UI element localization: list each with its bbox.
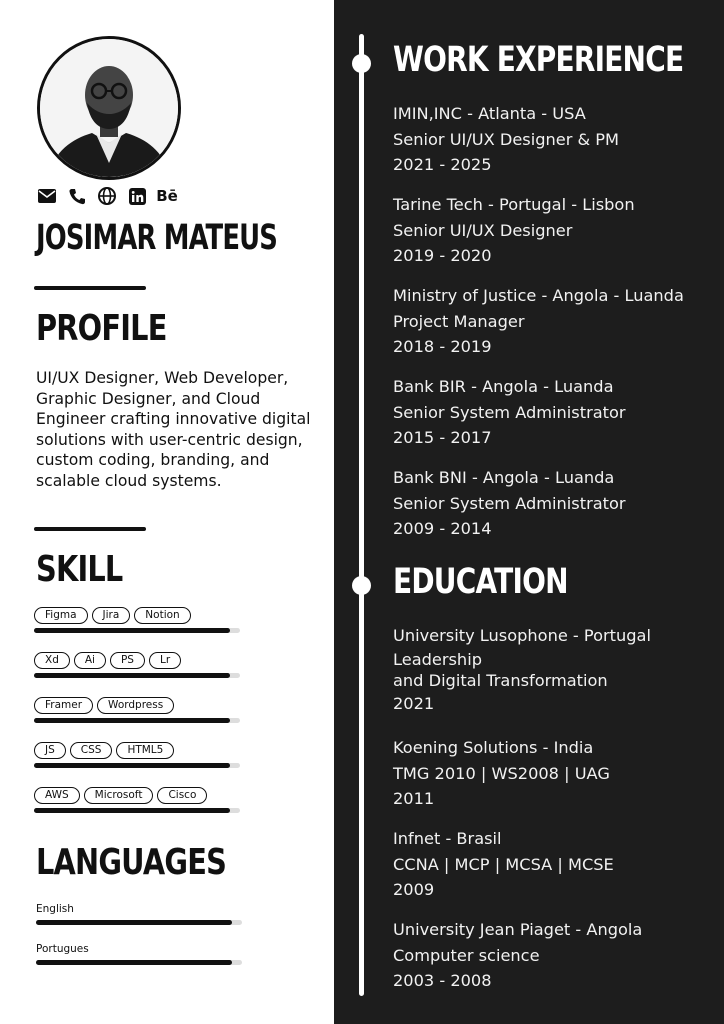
language-level-bar xyxy=(36,960,242,965)
skill-chip[interactable]: CSS xyxy=(70,742,113,759)
work-org: Ministry of Justice - Angola - Luanda xyxy=(393,286,684,305)
timeline-line xyxy=(359,34,364,996)
skill-level-bar xyxy=(34,628,240,633)
skill-level-bar xyxy=(34,718,240,723)
left-column xyxy=(0,0,334,1024)
skill-chip[interactable]: AWS xyxy=(34,787,80,804)
work-years: 2015 - 2017 xyxy=(393,428,492,447)
right-column xyxy=(334,0,724,1024)
work-entry xyxy=(393,465,713,542)
education-course: and Digital Transformation xyxy=(393,670,608,690)
skill-chip[interactable]: JS xyxy=(34,742,66,759)
work-role: Senior UI/UX Designer xyxy=(393,220,573,240)
work-org: Bank BNI - Angola - Luanda xyxy=(393,468,615,487)
skill-chip[interactable]: Jira xyxy=(92,607,131,624)
behance-icon[interactable]: Bē xyxy=(156,187,178,205)
skill-level-fill xyxy=(34,628,230,633)
work-entry xyxy=(393,374,713,451)
work-years: 2009 - 2014 xyxy=(393,519,492,538)
skill-chip[interactable]: Notion xyxy=(134,607,190,624)
skill-level-bar xyxy=(34,763,240,768)
skill-group xyxy=(34,742,244,768)
work-org: Bank BIR - Angola - Luanda xyxy=(393,377,614,396)
education-course: CCNA | MCP | MCSA | MCSE xyxy=(393,854,614,874)
education-course: Computer science xyxy=(393,945,540,965)
skill-group xyxy=(34,652,244,678)
skill-chip[interactable]: Lr xyxy=(149,652,181,669)
language-level-bar xyxy=(36,920,242,925)
education-org: University Lusophone - Portugal xyxy=(393,626,651,645)
phone-icon[interactable] xyxy=(67,186,87,206)
skill-group xyxy=(34,787,244,813)
language-level-fill xyxy=(36,960,232,965)
work-years: 2018 - 2019 xyxy=(393,337,492,356)
skill-chips xyxy=(34,742,244,759)
skill-level-fill xyxy=(34,673,230,678)
language-item xyxy=(36,902,242,925)
skill-chip[interactable]: PS xyxy=(110,652,145,669)
skill-chip[interactable]: Figma xyxy=(34,607,88,624)
skill-level-fill xyxy=(34,808,230,813)
education-org: Koening Solutions - India xyxy=(393,738,594,757)
education-course: Leadership xyxy=(393,649,482,669)
portrait-image xyxy=(40,39,178,177)
education-org: University Jean Piaget - Angola xyxy=(393,920,643,939)
mail-icon[interactable] xyxy=(37,186,57,206)
divider xyxy=(34,527,146,531)
work-org: IMIN,INC - Atlanta - USA xyxy=(393,104,586,123)
contact-icons xyxy=(37,186,177,206)
education-entry xyxy=(393,826,713,903)
work-entry xyxy=(393,192,713,269)
skill-group xyxy=(34,697,244,723)
work-role: Senior System Administrator xyxy=(393,493,626,513)
education-entry xyxy=(393,735,713,812)
skill-level-fill xyxy=(34,763,230,768)
skill-chip[interactable]: Wordpress xyxy=(97,697,174,714)
skill-chip[interactable]: Framer xyxy=(34,697,93,714)
skill-chip[interactable]: Cisco xyxy=(157,787,207,804)
work-experience-heading: WORK EXPERIENCE xyxy=(393,40,684,80)
person-name: JOSIMAR MATEUS xyxy=(36,218,278,258)
education-years: 2003 - 2008 xyxy=(393,971,492,990)
skill-chip[interactable]: Microsoft xyxy=(84,787,154,804)
skill-level-bar xyxy=(34,808,240,813)
language-label: Portugues xyxy=(36,943,89,955)
work-entry xyxy=(393,101,713,178)
education-entry xyxy=(393,623,713,716)
skill-chips xyxy=(34,697,244,714)
work-years: 2021 - 2025 xyxy=(393,155,492,174)
skill-chip[interactable]: HTML5 xyxy=(116,742,174,759)
skill-chip[interactable]: Ai xyxy=(74,652,106,669)
profile-text: UI/UX Designer, Web Developer, Graphic Designer, and Cloud Engineer crafting innovative digital solutions with user-centric design, custom coding, branding, and scalable cloud systems. xyxy=(36,369,311,490)
skill-level-bar xyxy=(34,673,240,678)
language-level-fill xyxy=(36,920,232,925)
work-years: 2019 - 2020 xyxy=(393,246,492,265)
divider xyxy=(34,286,146,290)
skill-chip[interactable]: Xd xyxy=(34,652,70,669)
skill-heading: SKILL xyxy=(36,549,123,590)
language-label: English xyxy=(36,903,74,915)
timeline-dot xyxy=(352,576,371,595)
language-item xyxy=(36,942,242,965)
education-course: TMG 2010 | WS2008 | UAG xyxy=(393,763,610,783)
profile-heading: PROFILE xyxy=(36,308,167,349)
avatar xyxy=(37,36,181,180)
education-years: 2021 xyxy=(393,693,435,713)
education-heading: EDUCATION xyxy=(393,562,568,602)
work-entry xyxy=(393,283,713,360)
work-role: Project Manager xyxy=(393,311,525,331)
work-role: Senior System Administrator xyxy=(393,402,626,422)
education-years: 2011 xyxy=(393,789,435,808)
work-org: Tarine Tech - Portugal - Lisbon xyxy=(393,195,635,214)
education-entry xyxy=(393,917,713,994)
skill-chips xyxy=(34,607,244,624)
skill-group xyxy=(34,607,244,633)
languages-heading: LANGUAGES xyxy=(36,842,227,883)
skill-chips xyxy=(34,652,244,669)
skill-chips xyxy=(34,787,244,804)
education-years: 2009 xyxy=(393,880,435,899)
globe-icon[interactable] xyxy=(97,186,117,206)
linkedin-icon[interactable] xyxy=(127,186,147,206)
education-org: Infnet - Brasil xyxy=(393,829,502,848)
work-role: Senior UI/UX Designer & PM xyxy=(393,129,620,149)
timeline-dot xyxy=(352,54,371,73)
skill-level-fill xyxy=(34,718,230,723)
